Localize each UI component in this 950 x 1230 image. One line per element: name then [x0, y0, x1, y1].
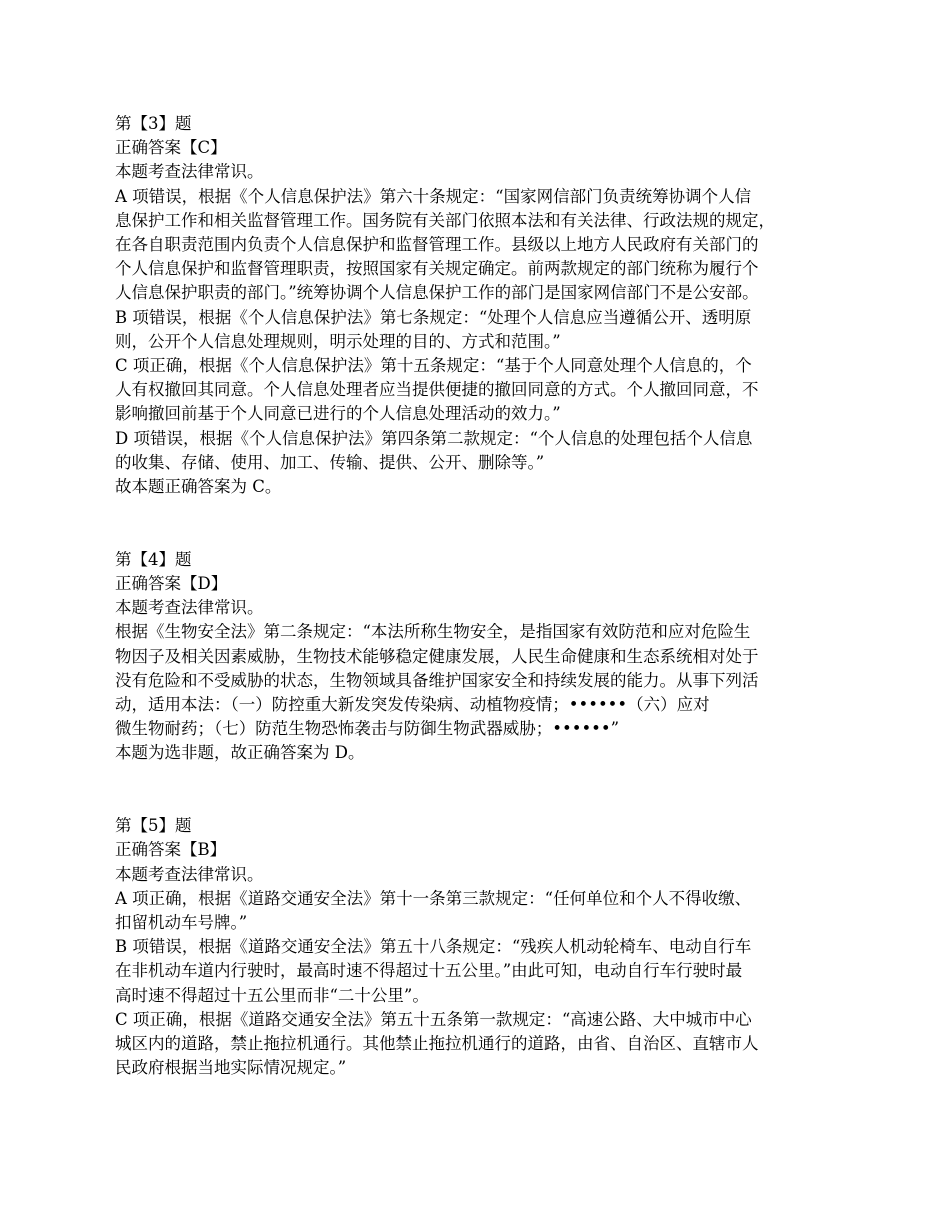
explanation-line: 则，公开个人信息处理规则，明示处理的目的、方式和范围。”: [115, 331, 561, 351]
correct-answer: 正确答案【B】: [115, 840, 227, 860]
question-heading: 第【4】题: [115, 549, 192, 569]
explanation-line: 物因子及相关因素威胁，生物技术能够稳定健康发展，人民生命健康和生态系统相对处于: [115, 646, 759, 666]
conclusion-line: 本题为选非题，故正确答案为 D。: [115, 743, 365, 763]
explanation-line: 民政府根据当地实际情况规定。”: [115, 1058, 347, 1078]
question-5-section: [115, 814, 855, 1080]
question-heading: 第【5】题: [115, 816, 192, 836]
explanation-line: 根据《生物安全法》第二条规定：“本法所称生物安全，是指国家有效防范和应对危险生: [115, 622, 751, 642]
explanation-line: 微生物耐药；（七）防范生物恐怖袭击与防御生物武器威胁；••••••”: [115, 719, 620, 739]
topic-line: 本题考查法律常识。: [115, 162, 264, 182]
explanation-line: B 项错误，根据《个人信息保护法》第七条规定：“处理个人信息应当遵循公开、透明原: [115, 307, 752, 327]
explanation-line: B 项错误，根据《道路交通安全法》第五十八条规定：“残疾人机动轮椅车、电动自行车: [115, 937, 752, 957]
explanation-line: A 项错误，根据《个人信息保护法》第六十条规定：“国家网信部门负责统筹协调个人信: [115, 186, 752, 206]
explanation-line: 扣留机动车号牌。”: [115, 913, 248, 933]
explanation-line: 人信息保护职责的部门。”统筹协调个人信息保护工作的部门是国家网信部门不是公安部。: [115, 283, 759, 303]
document-page: [115, 112, 855, 1081]
section-spacer: [115, 499, 855, 548]
question-3-section: [115, 112, 855, 499]
topic-line: 本题考查法律常识。: [115, 598, 264, 618]
explanation-line: C 项正确，根据《个人信息保护法》第十五条规定：“基于个人同意处理个人信息的，个: [115, 356, 752, 376]
correct-answer: 正确答案【D】: [115, 574, 228, 594]
explanation-line: 动，适用本法：（一）防控重大新发突发传染病、动植物疫情；••••••（六）应对: [115, 695, 710, 715]
section-spacer: [115, 766, 855, 815]
question-4-section: [115, 548, 855, 766]
explanation-line: 影响撤回前基于个人同意已进行的个人信息处理活动的效力。”: [115, 404, 561, 424]
explanation-line: D 项错误，根据《个人信息保护法》第四条第二款规定：“个人信息的处理包括个人信息: [115, 428, 753, 448]
explanation-line: 城区内的道路，禁止拖拉机通行。其他禁止拖拉机通行的道路，由省、自治区、直辖市人: [115, 1034, 759, 1054]
correct-answer: 正确答案【C】: [115, 138, 227, 158]
explanation-line: 没有危险和不受威胁的状态，生物领域具备维护国家安全和持续发展的能力。从事下列活: [115, 670, 759, 690]
explanation-line: 息保护工作和相关监督管理工作。国务院有关部门依照本法和有关法律、行政法规的规定，: [115, 210, 775, 230]
question-heading: 第【3】题: [115, 114, 192, 133]
explanation-line: A 项正确，根据《道路交通安全法》第十一条第三款规定：“任何单位和个人不得收缴、: [115, 888, 752, 908]
explanation-line: 人有权撤回其同意。个人信息处理者应当提供便捷的撤回同意的方式。个人撤回同意，不: [115, 380, 759, 400]
topic-line: 本题考查法律常识。: [115, 864, 264, 884]
explanation-line: 高时速不得超过十五公里而非“二十公里”。: [115, 985, 429, 1005]
explanation-line: 个人信息保护和监督管理职责，按照国家有关规定确定。前两款规定的部门统称为履行个: [115, 259, 759, 279]
explanation-line: 在各自职责范围内负责个人信息保护和监督管理工作。县级以上地方人民政府有关部门的: [115, 235, 759, 255]
conclusion-line: 故本题正确答案为 C。: [115, 477, 282, 497]
explanation-line: 的收集、存储、使用、加工、传输、提供、公开、删除等。”: [115, 452, 545, 472]
explanation-line: 在非机动车道内行驶时，最高时速不得超过十五公里。”由此可知，电动自行车行驶时最: [115, 961, 743, 981]
explanation-line: C 项正确，根据《道路交通安全法》第五十五条第一款规定：“高速公路、大中城市中心: [115, 1009, 752, 1029]
